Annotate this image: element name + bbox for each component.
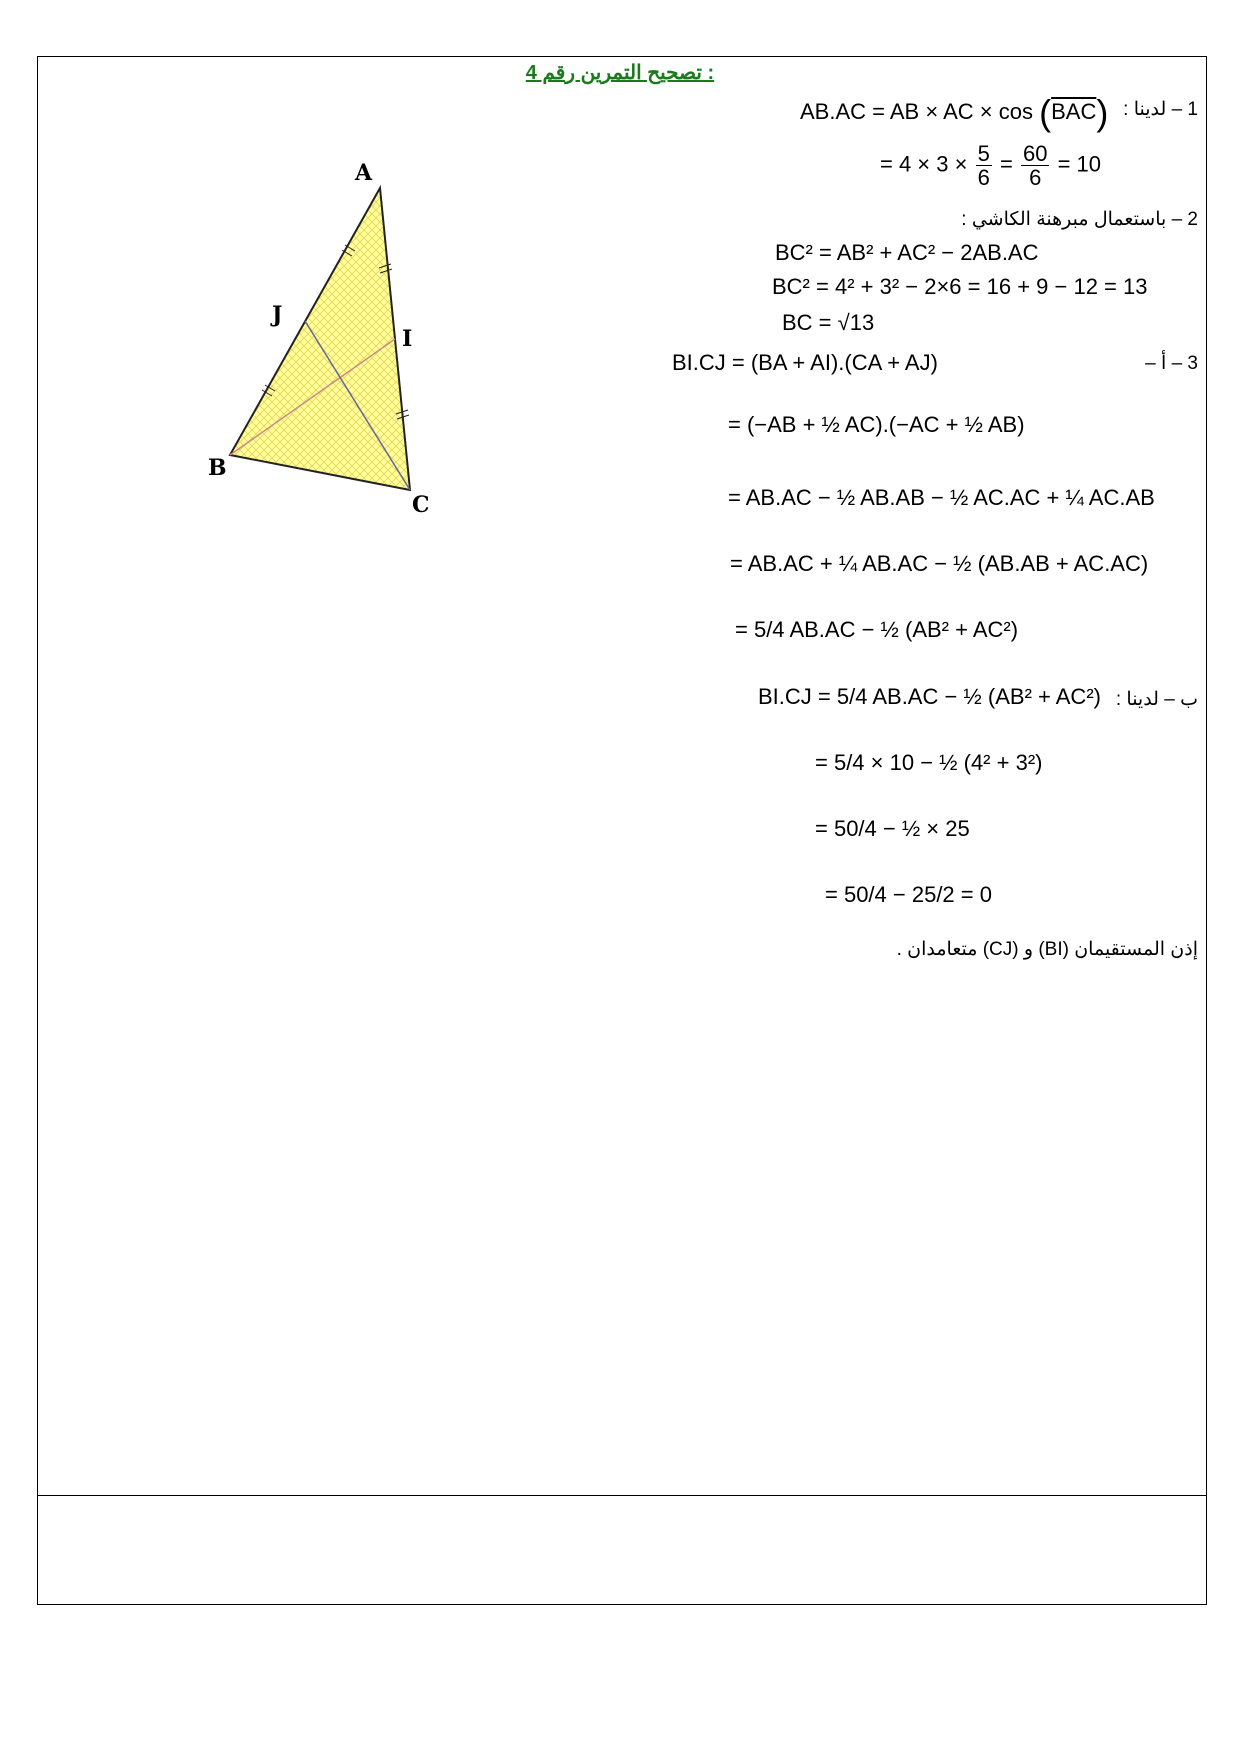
page-title: تصحيح التمرين رقم 4 : xyxy=(525,62,715,84)
q2-line1: BC² = AB² + AC² − 2AB.AC xyxy=(775,240,1039,265)
q2-line3: BC = √13 xyxy=(782,310,875,335)
q1-frac2-den: 6 xyxy=(1029,165,1042,191)
q1-frac2-num: 60 xyxy=(1022,141,1048,166)
q1-label: 1 – لدينا : xyxy=(1123,99,1198,120)
point-j-label: J xyxy=(272,302,283,328)
vertex-a-label: A xyxy=(355,160,373,186)
q3a-line5: = 5/4 AB.AC − ½ (AB² + AC²) xyxy=(735,617,1019,642)
q1-line2a: = 4 × 3 × xyxy=(880,151,968,177)
q1-frac1-num: 5 xyxy=(977,141,990,166)
q1-line1: AB.AC = AB × AC × $\cos (\overline{BAC})$ xyxy=(800,92,1109,133)
point-i-label: I xyxy=(402,326,413,352)
q3b-label: ب – لدينا : xyxy=(1115,689,1198,710)
conclusion: إذن المستقيمان (BI) و (CJ) متعامدان . xyxy=(896,939,1198,960)
q3a-line4: = AB.AC + ¼ AB.AC − ½ (AB.AB + AC.AC) xyxy=(730,551,1149,576)
q1-frac1-den: 6 xyxy=(977,165,990,191)
q1-line2b: = xyxy=(999,151,1013,177)
vertex-c-label: C xyxy=(412,492,430,518)
q3a-label: 3 – أ – xyxy=(1145,353,1198,374)
q1-line2c: = 10 xyxy=(1057,151,1101,177)
q2-line2: BC² = 4² + 3² − 2×6 = 16 + 9 − 12 = 13 xyxy=(772,274,1148,299)
triangle-figure xyxy=(180,150,480,520)
q3b-line3: = 50/4 − ½ × 25 xyxy=(815,816,970,841)
q2-label: 2 – باستعمال مبرهنة الكاشي : xyxy=(961,209,1198,230)
q3a-line1: BI.CJ = (BA + AI).(CA + AJ) xyxy=(672,350,938,375)
q3b-line2: = 5/4 × 10 − ½ (4² + 3²) xyxy=(815,750,1043,775)
q1-line2 xyxy=(880,142,1101,189)
q3b-line4: = 50/4 − 25/2 = 0 xyxy=(825,882,992,907)
footer-divider xyxy=(37,1495,1207,1496)
triangle-abc xyxy=(230,188,413,490)
q3b-line1: BI.CJ = 5/4 AB.AC − ½ (AB² + AC²) xyxy=(758,684,1101,709)
q1-angle: $\overline{BAC}$ xyxy=(1051,98,1097,124)
vertex-b-label: B xyxy=(208,455,227,481)
q3a-line2: = (−AB + ½ AC).(−AC + ½ AB) xyxy=(728,412,1025,437)
q3a-line3: = AB.AC − ½ AB.AB − ½ AC.AC + ¼ AC.AB xyxy=(728,485,1155,510)
q1-line1-text: AB.AC = AB × AC × cos xyxy=(800,98,1033,124)
